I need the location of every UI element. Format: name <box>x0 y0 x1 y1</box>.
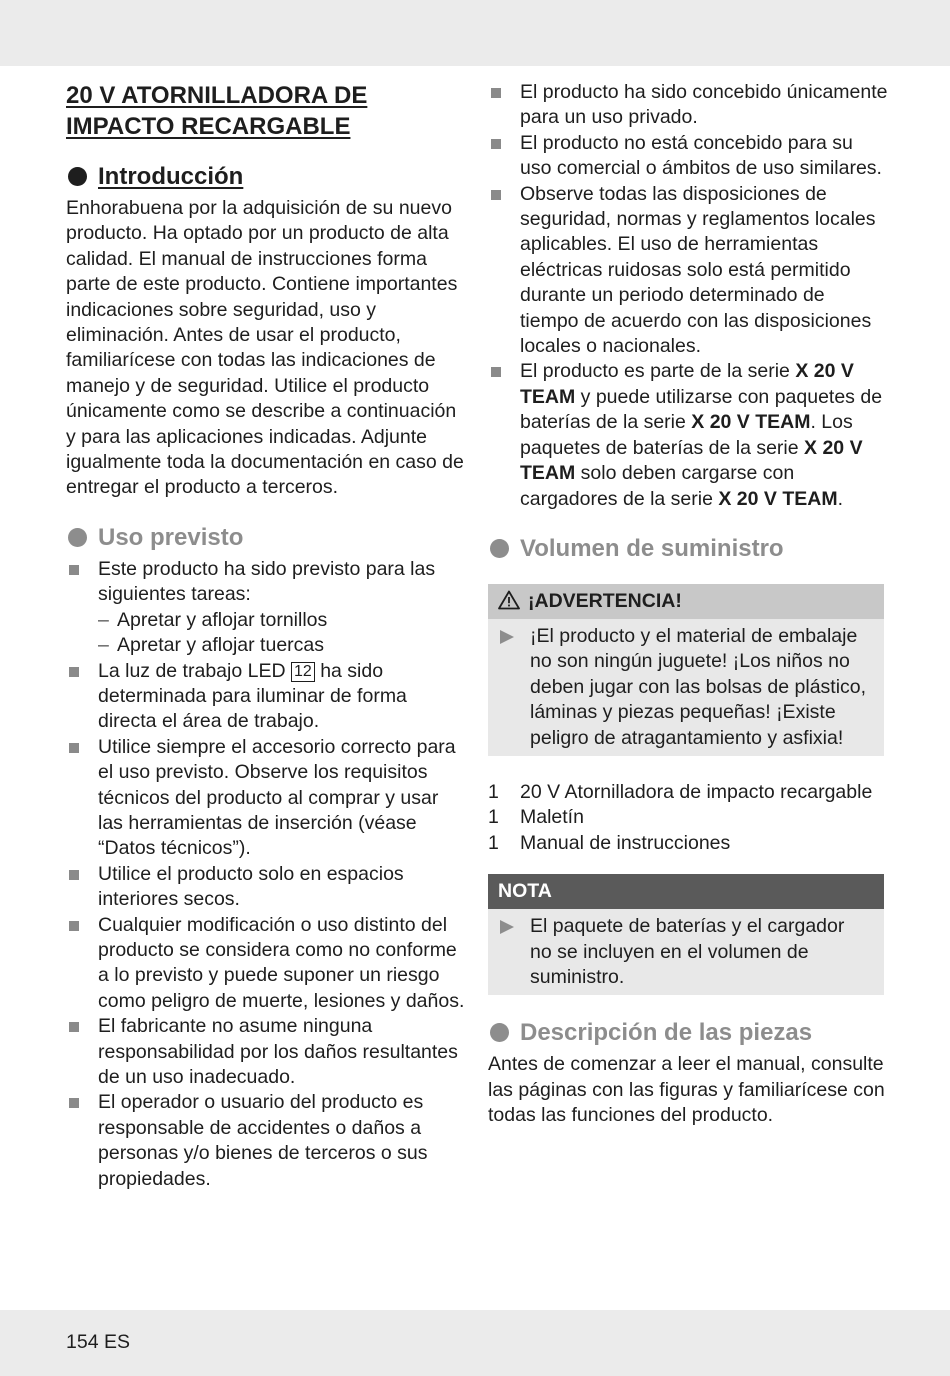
supply-name: Manual de instrucciones <box>520 831 731 854</box>
list-item-text: Este producto ha sido previsto para las siguientes tareas: <box>98 557 436 606</box>
led-text-after: ha sido determinada para iluminar de forma directa el área de trabajo. <box>98 659 407 733</box>
supply-name: 20 V Atornilladora de impacto recargable <box>520 780 873 803</box>
note-text: El paquete de baterías y el cargador no se incluyen en el volumen de suministro. <box>530 915 845 988</box>
dash-icon: – <box>98 634 109 657</box>
arrow-right-icon <box>500 630 514 644</box>
serie-text-2: y puede utilizarse con paquetes de baterías de la serie <box>520 385 883 434</box>
supply-item <box>488 831 888 856</box>
serie-text-5: . <box>837 487 843 510</box>
uso-previsto-heading <box>66 522 466 553</box>
note-box <box>488 874 884 995</box>
list-item <box>488 359 888 511</box>
bottom-band <box>0 1310 950 1376</box>
list-item <box>66 735 466 862</box>
warning-header <box>488 584 884 619</box>
intro-heading-text: Introducción <box>98 163 244 190</box>
list-item <box>488 131 888 182</box>
warning-body <box>488 619 884 756</box>
note-body <box>488 909 884 995</box>
sub-list-item <box>98 633 466 658</box>
serie-text-1: El producto es parte de la serie <box>520 360 796 383</box>
top-band <box>0 0 950 66</box>
volumen-heading <box>488 533 888 564</box>
list-item-text: Utilice el producto solo en espacios interiores secos. <box>98 862 404 911</box>
list-item <box>488 80 888 131</box>
led-text-before: La luz de trabajo LED <box>98 659 286 682</box>
title-line-2: IMPACTO RECARGABLE <box>66 113 351 140</box>
sub-list-item <box>98 608 466 633</box>
supply-item <box>488 805 888 830</box>
list-item-text: Utilice siempre el accesorio correcto para el uso previsto. Observe los requisitos técnicos del producto al comprar y usar las herramientas de inserción (véase “Datos técnicos”). <box>98 735 456 860</box>
document-title <box>66 80 466 142</box>
title-line-1: 20 V ATORNILLADORA DE <box>66 82 368 109</box>
page-number: 154 <box>66 1331 99 1353</box>
serie-text-4: solo deben cargarse con cargadores de la serie <box>520 462 795 510</box>
uso-previsto-heading-text: Uso previsto <box>98 523 244 551</box>
sub-list-item-text: Apretar y aflojar tuercas <box>117 634 325 657</box>
intro-heading <box>66 161 466 192</box>
descripcion-text: Antes de comenzar a leer el manual, consulte las páginas con las figuras y familiarícese con todas las funciones del producto. <box>488 1053 885 1127</box>
warning-text: ¡El producto y el material de embalaje no son ningún juguete! ¡Los niños no deben jugar con las bolsas de plástico, láminas y piezas pequeñas! ¡Existe peligro de atragantamiento y asfixia! <box>530 624 867 749</box>
supply-list <box>488 780 888 856</box>
volumen-heading-text: Volumen de suministro <box>520 534 784 562</box>
warning-box <box>488 584 884 756</box>
series-name: X 20 V TEAM <box>718 487 838 510</box>
list-item-text: El producto ha sido concebido únicamente para un uso privado. <box>520 81 888 129</box>
sub-list-item-text: Apretar y aflojar tornillos <box>117 608 328 631</box>
serie-text-3: . Los paquetes de baterías de la serie <box>520 411 853 459</box>
list-item <box>66 913 466 1015</box>
series-name: X 20 V TEAM <box>520 436 863 485</box>
descripcion-heading <box>488 1017 888 1048</box>
supply-item <box>488 780 888 805</box>
list-item <box>66 557 466 659</box>
bullet-dot-icon <box>490 1023 509 1042</box>
bullet-dot-icon <box>68 167 87 186</box>
list-item <box>488 182 888 360</box>
right-column <box>488 80 888 1129</box>
list-item-text: El operador o usuario del producto es responsable de accidentes o daños a personas y/o bienes de terceros o sus propiedades. <box>98 1091 428 1190</box>
bullet-dot-icon <box>490 539 509 558</box>
page-language: ES <box>103 1331 130 1353</box>
supply-qty: 1 <box>488 780 499 803</box>
arrow-right-icon <box>500 920 514 934</box>
uso-continued-list <box>488 80 888 512</box>
supply-qty: 1 <box>488 806 499 829</box>
left-column <box>66 80 466 1192</box>
supply-name: Maletín <box>520 806 584 829</box>
warning-triangle-icon <box>498 590 520 610</box>
list-item <box>66 659 466 735</box>
list-item-text: El fabricante no asume ninguna responsabilidad por los daños resultantes de un uso inadecuado. <box>98 1015 458 1088</box>
page-footer <box>66 1330 130 1355</box>
list-item <box>66 1090 466 1192</box>
sub-list <box>98 608 466 659</box>
bullet-dot-icon <box>68 528 87 547</box>
list-item <box>66 862 466 913</box>
series-name: X 20 V TEAM <box>691 411 811 434</box>
uso-previsto-list <box>66 557 466 1192</box>
warning-title: ¡ADVERTENCIA! <box>528 589 682 612</box>
list-item-text: Cualquier modificación o uso distinto del producto se considera como no conforme a lo previsto y puede suponer un riesgo como peligro de muerte, lesiones y daños. <box>98 913 465 1012</box>
part-reference-number: 12 <box>291 662 315 682</box>
list-item-text: Observe todas las disposiciones de seguridad, normas y reglamentos locales aplicables. El uso de herramientas eléctricas ruidosas solo está permitido durante un periodo determinado de tiempo de acuerdo con las disposiciones locales o nacionales. <box>520 182 876 358</box>
list-item-text: El producto no está concebido para su uso comercial o ámbitos de uso similares. <box>520 131 882 180</box>
intro-text: Enhorabuena por la adquisición de su nuevo producto. Ha optado por un producto de alta calidad. El manual de instrucciones forma parte de este producto. Contiene importantes indicaciones sobre seguridad, uso y eliminación. Antes de usar el producto, familiarícese con todas las indicaciones de manejo y de seguridad. Utilice el producto únicamente como se describe a continuación y para las aplicaciones indicadas. Adjunte igualmente toda la documentación en caso de entregar el producto a terceros. <box>66 197 464 499</box>
descripcion-heading-text: Descripción de las piezas <box>520 1019 813 1047</box>
supply-qty: 1 <box>488 831 499 854</box>
series-name: X 20 V TEAM <box>520 360 854 408</box>
note-header: NOTA <box>488 874 884 909</box>
dash-icon: – <box>98 608 109 631</box>
list-item <box>66 1014 466 1090</box>
